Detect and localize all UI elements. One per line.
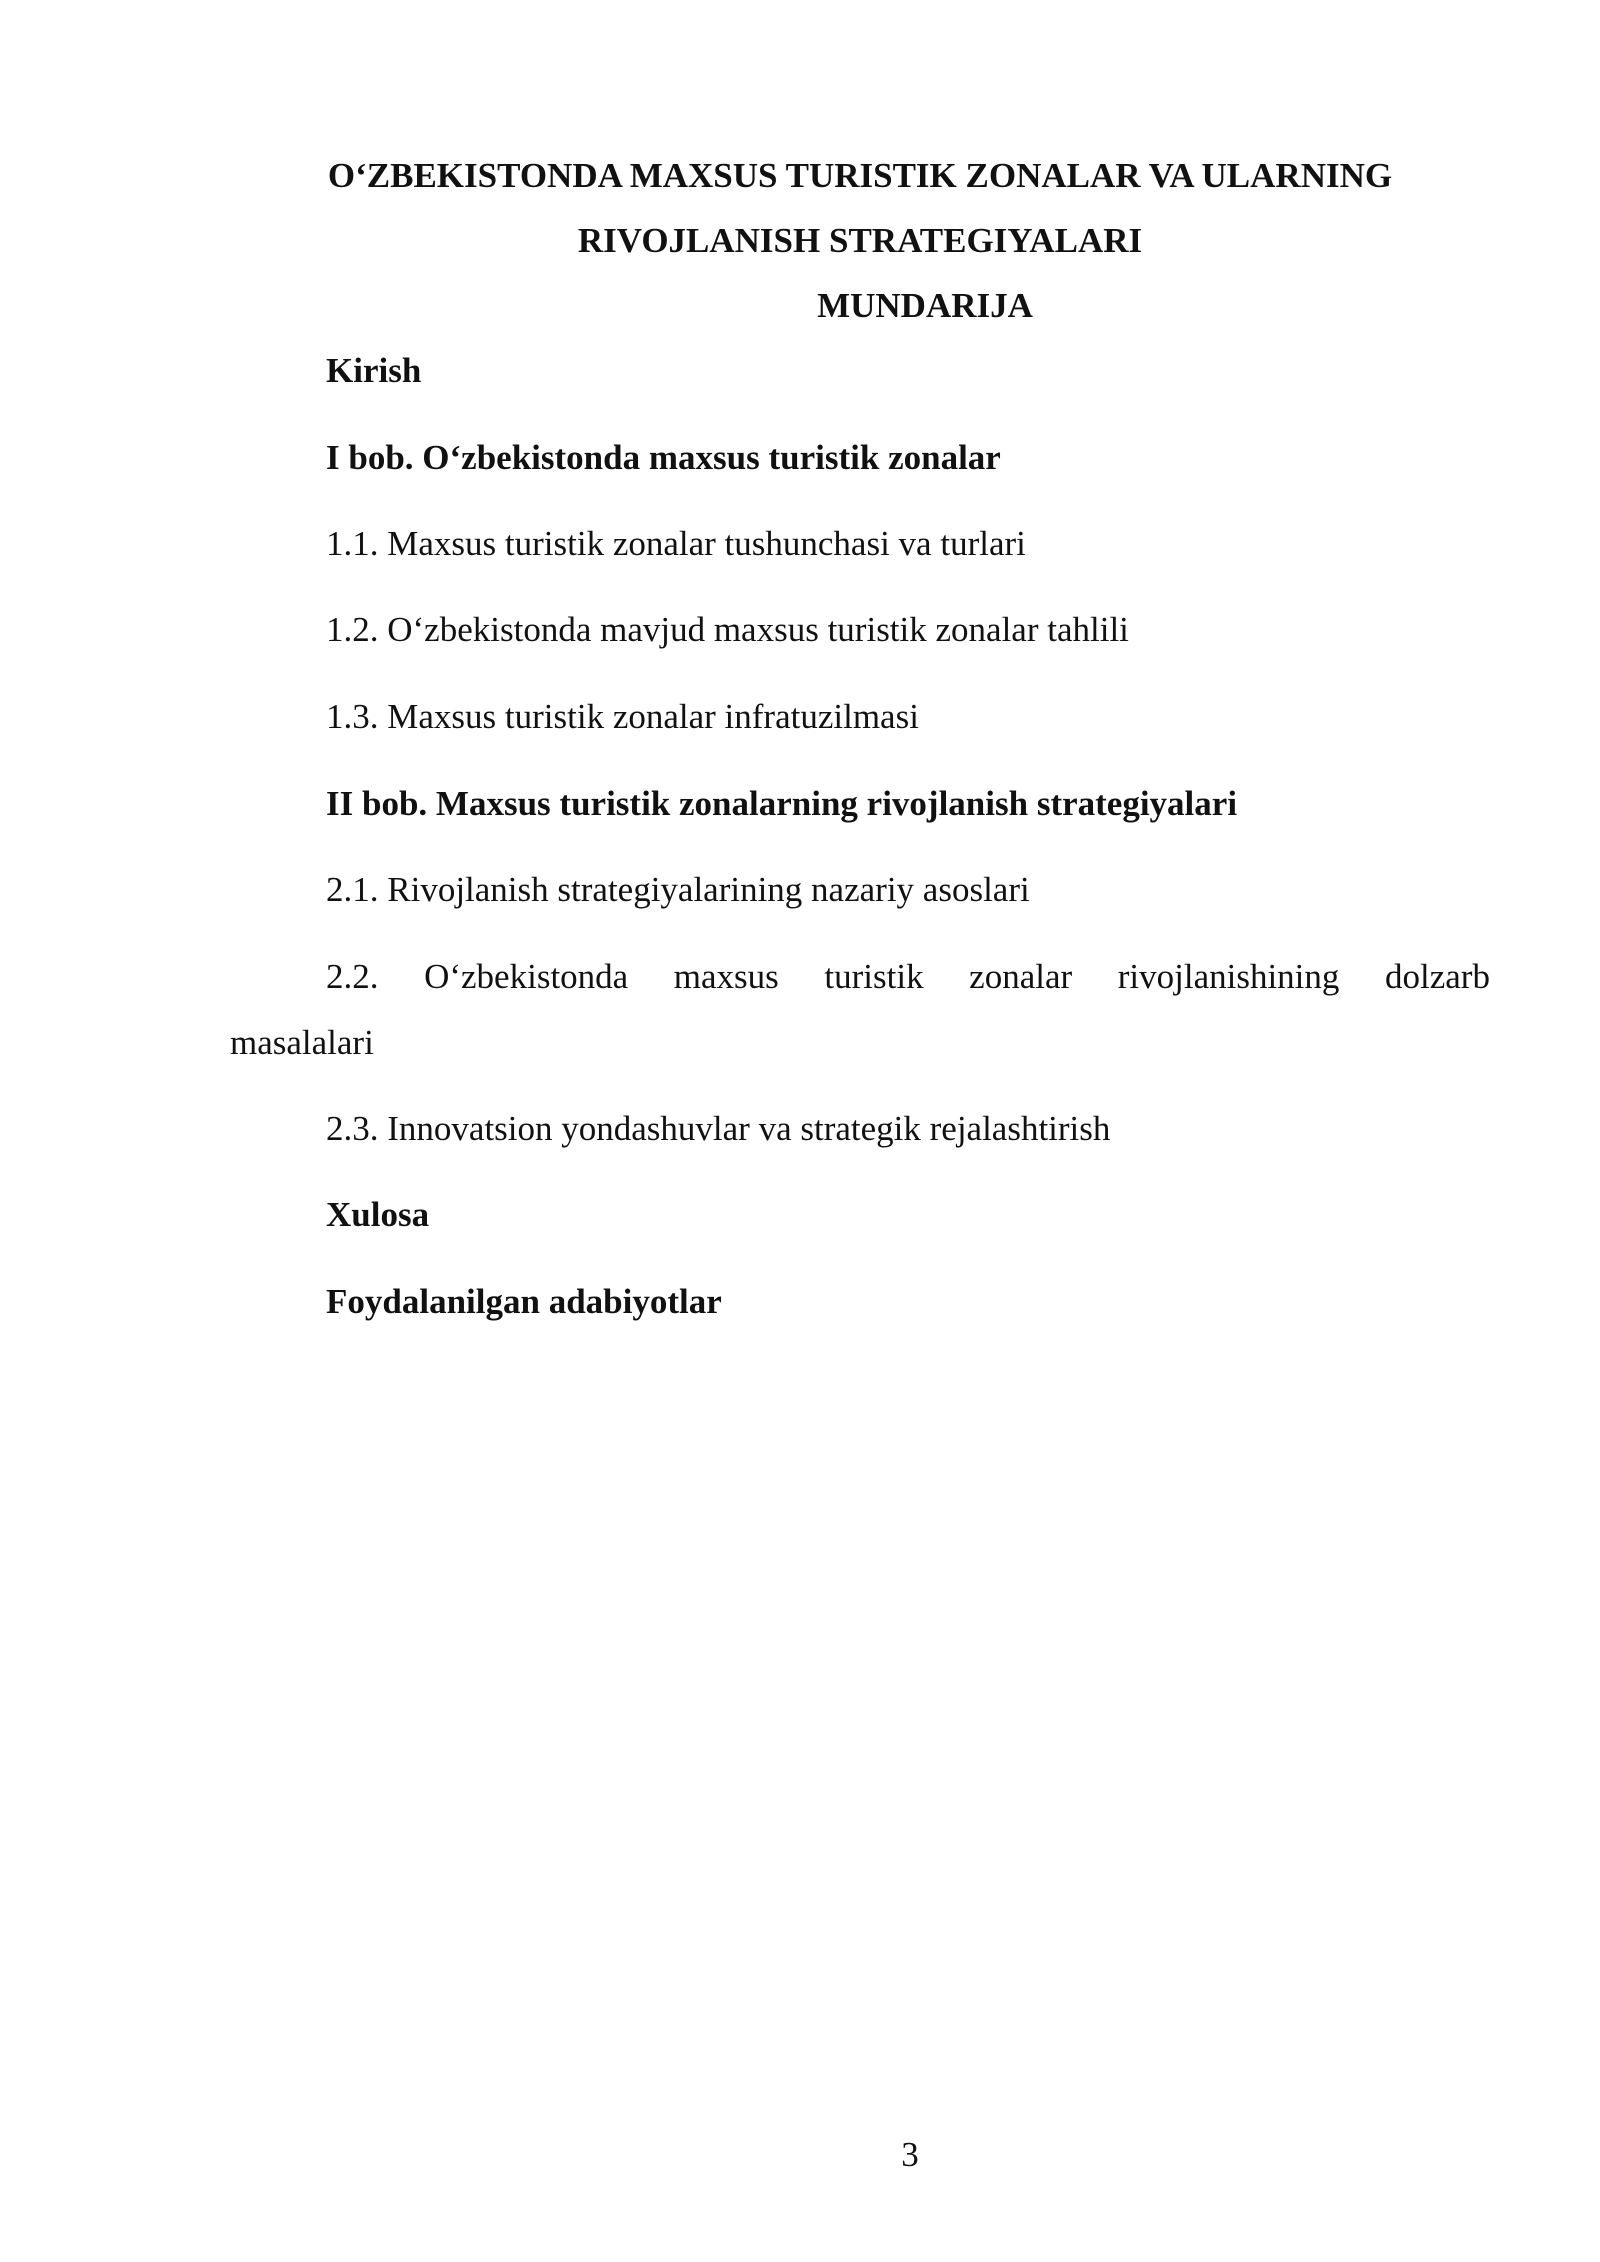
toc-entry-conclusion: Xulosa (326, 1195, 430, 1234)
word: 2.2. (326, 957, 379, 996)
toc-entry-2-2 (230, 944, 1490, 1076)
toc-entry-chapter-1: I bob. O‘zbekistonda maxsus turistik zonalar (326, 438, 1001, 477)
toc-entry-1-2: 1.2. O‘zbekistonda mavjud maxsus turistik zonalar tahlili (326, 610, 1129, 649)
contents-heading: MUNDARIJA (817, 286, 1033, 325)
word: turistik (824, 957, 924, 996)
document-title-line-2: RIVOJLANISH STRATEGIYALARI (577, 221, 1143, 260)
toc-entry-references: Foydalanilgan adabiyotlar (326, 1282, 722, 1321)
toc-entry-1-1: 1.1. Maxsus turistik zonalar tushunchasi va turlari (326, 524, 1026, 563)
page-number: 3 (901, 2135, 919, 2174)
toc-entry-1-3: 1.3. Maxsus turistik zonalar infratuzilmasi (326, 697, 919, 736)
word: maxsus (673, 957, 779, 996)
word: dolzarb (1385, 957, 1490, 996)
toc-entry-chapter-2: II bob. Maxsus turistik zonalarning rivojlanish strategiyalari (326, 784, 1238, 823)
toc-entry-2-1: 2.1. Rivojlanish strategiyalarining nazariy asoslari (326, 870, 1030, 909)
word: zonalar (969, 957, 1073, 996)
toc-entry-2-2-line-2: masalalari (230, 1023, 374, 1062)
toc-entry-2-3: 2.3. Innovatsion yondashuvlar va strategik rejalashtirish (326, 1109, 1111, 1148)
toc-entry-2-2-line-1 (230, 944, 1490, 1010)
toc-entry-intro: Kirish (326, 351, 422, 390)
document-title-line-1: O‘ZBEKISTONDA MAXSUS TURISTIK ZONALAR VA ULARNING (327, 156, 1393, 195)
word: O‘zbekistonda (424, 957, 629, 996)
word: rivojlanishining (1117, 957, 1340, 996)
